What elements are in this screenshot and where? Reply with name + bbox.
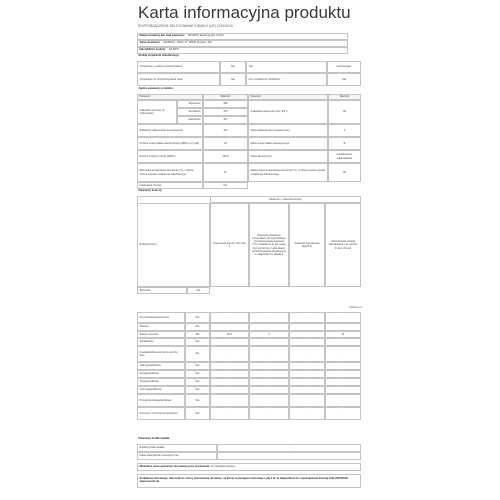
compartment-value-cell: Nie — [195, 325, 200, 329]
light-type-label: Rodzaj źródła światła — [139, 446, 165, 450]
compartment-label-cell: Czterogwiazdkowa — [139, 388, 162, 392]
comp-volume-label: Pojemność komory (dm³ lub l) — [213, 241, 246, 248]
annual-energy-value: 100,0 — [222, 154, 229, 158]
compartment-c1-cell: - — [229, 340, 230, 344]
compartment-c4-cell: - — [342, 352, 344, 356]
compartment-label-cell: Komora o zmiennej temperaturze — [139, 411, 178, 415]
compartment-c3-cell: - — [306, 411, 308, 415]
light-source-heading: Parametry źródła światła: — [138, 437, 170, 440]
model-id-label: Identyfikator modelu: — [139, 48, 166, 51]
compartment-label-cell: Trzygwiazdkowa — [139, 380, 159, 384]
compartment-c3-cell: - — [306, 340, 308, 344]
address-label: Adres dostawcy: — [139, 41, 161, 44]
max-temp-value: 38 — [343, 170, 346, 174]
compartment-c4-cell: - — [342, 388, 344, 392]
compartment-label-cell: Schładzanie — [139, 340, 154, 344]
other-appliance-label: Inne urządzenie chłodnicze: — [248, 77, 281, 81]
compartment-c4-cell: - — [342, 411, 344, 415]
comp-params-header: Parametry i wartości komory — [269, 197, 302, 201]
gp-header-param: Parametr — [139, 95, 151, 99]
compartment-c3-cell: - — [306, 315, 308, 319]
supplier-value: SEVERIN Elektrogeräte GmbH — [187, 34, 224, 37]
compartment-c3-cell: - — [306, 332, 308, 336]
total-volume-label: Całkowita pojemność (dm³ lub l) — [250, 110, 288, 114]
noise-class-label: Klasa emisji hałasu akustycznego — [250, 141, 290, 145]
pantry-value: Nie — [196, 288, 201, 292]
compartment-label-cell: Przegroda dwugwiazdkowa — [139, 398, 172, 402]
model-id-row — [137, 47, 348, 54]
compartment-c4-cell: - — [342, 315, 344, 319]
type-value: wolnostojący — [336, 65, 352, 69]
page-title: Karta informacyjna produktu — [138, 3, 351, 22]
width-label: Szerokość — [188, 110, 201, 114]
gp-header-value2: Wartość — [339, 95, 350, 99]
compartment-c2-cell: - — [268, 315, 270, 319]
compartment-value-cell: Nie — [195, 411, 200, 415]
comp-temp-label: Zalecane ustawienie temperatury do optymalnego przechowywania żywności (°C). Ustawienia te nie mogą być sprzeczne z warunkami przechowywania określonymi w załączniku IV, tabela 3 — [252, 234, 286, 256]
compartment-c2-cell: - — [268, 388, 270, 392]
comp-type-label: Rodzaj komory — [139, 243, 157, 247]
compartment-c3-cell: - — [306, 398, 308, 402]
warranty-label: Minimalny okres gwarancji oferowanej przez producenta: — [139, 465, 210, 469]
energy-class-value: F — [343, 128, 346, 132]
additional-info-text: Dodatkowe informacje: Odnośnik do strony internetowej dostawcy, na której są dostępne informacje z pkt 4 lit. a) załącznika II do rozporządzenia Komisji (UE) 2019/2019: www.severin.de — [139, 477, 349, 484]
compartment-c4-cell: - — [342, 340, 344, 344]
compartment-c3-cell: - — [306, 388, 308, 392]
comp-freeze-label: Zdolność zamrażania (kg/24 h) — [294, 241, 320, 248]
compartment-heading: Parametry komory: — [138, 189, 163, 192]
page-indicator: Strona 1 / 2 — [349, 306, 362, 309]
compartment-value-cell: Nie — [195, 315, 200, 319]
depth-value: 447 — [223, 118, 228, 122]
pantry-label: Spiżarnia — [139, 288, 151, 292]
gp-header-param2: Parametr — [250, 95, 262, 99]
compartment-value-cell: Nie — [195, 388, 200, 392]
compartment-c1-cell: 36,0 — [226, 332, 233, 336]
min-temp-value: 16 — [224, 170, 227, 174]
model-id-value: KB 8875 — [168, 48, 179, 51]
compartment-c3-cell: - — [306, 352, 308, 356]
climate-class-value: umiarkowana, subtropikalna — [336, 153, 353, 160]
compartment-c4-cell: M — [341, 332, 345, 336]
compartment-c1-cell: - — [229, 388, 230, 392]
compartment-c4-cell: - — [342, 372, 344, 376]
width-value: 470 — [223, 110, 228, 114]
compartment-label-cell: Piwnica — [139, 325, 149, 329]
wine-storage-label: Urządzenie do przechowywania wina: — [139, 77, 183, 81]
compartment-value-cell: Tak — [195, 332, 200, 336]
noise-label: Poziom emisji hałasu akustycznego [dB(A) re 1 pW] — [139, 141, 200, 145]
compartment-label-cell: Świeża żywność — [139, 332, 159, 336]
general-params-heading: Ogólne parametry produktu: — [138, 87, 174, 90]
depth-label: Głębokość — [188, 118, 201, 122]
address-value: SEVERIN , Röthe 17, 59846 Sundern, DE — [163, 41, 212, 44]
compartment-value-cell: Nie — [195, 398, 200, 402]
compartment-c2-cell: 4 — [268, 332, 270, 336]
compartment-label-cell: Kostkarka/Komora lub do wyrobu lodu — [139, 350, 178, 357]
winter-setting-label: Ustawienie zimowe — [139, 183, 162, 187]
compartment-value-cell: Nie — [195, 340, 200, 344]
low-noise-label: Urządzenie o niskim poziomie hałasu: — [139, 65, 184, 69]
compartment-c1-cell: - — [229, 411, 230, 415]
winter-setting-value: Nie — [223, 183, 228, 187]
warranty-row — [137, 463, 361, 471]
annual-energy-label: Roczne zużycie energii (kWh/r) — [139, 154, 176, 158]
compartment-c2-cell: - — [268, 340, 270, 344]
light-class-label: Klasa efektywności energetycznej — [139, 454, 179, 458]
height-label: Wysokość — [188, 102, 201, 106]
light-type-value: - — [288, 446, 290, 450]
compartment-c3-cell: - — [306, 380, 308, 384]
compartment-c1-cell: - — [229, 325, 230, 329]
warranty-value: 24 miesiące/miesięcy — [210, 465, 236, 469]
compartment-c3-cell: - — [306, 325, 308, 329]
compartment-c2-cell: - — [268, 352, 270, 356]
compartment-c1-cell: - — [229, 398, 230, 402]
eei-label: Wskaźnik efektywności energetycznej — [139, 128, 184, 132]
supplier-row — [137, 33, 348, 40]
compartment-c3-cell: - — [306, 364, 308, 368]
compartment-value-cell: Nie — [195, 372, 200, 376]
light-class-value: - — [288, 454, 290, 458]
compartment-label-cell: Do przechowywania wina — [139, 315, 169, 319]
min-temp-label: Minimalna temperatura otoczenia (°C), w której można używać urządzenia chłodniczego — [139, 169, 194, 176]
other-appliance-value: Tak — [341, 77, 347, 81]
type-label: Typ: — [248, 65, 254, 69]
compartment-label-cell: Jednogwiazdkowa — [139, 364, 161, 368]
compartment-value-cell: Nie — [195, 364, 200, 368]
compartment-c1-cell: - — [229, 364, 230, 368]
compartment-label-cell: Dwugwiazdkowa — [139, 372, 159, 376]
supplier-label: Nazwa dostawcy lub znak towarowy: — [139, 34, 185, 37]
compartment-c1-cell: - — [229, 352, 230, 356]
height-value: 496 — [223, 102, 228, 106]
noise-class-value: B — [343, 141, 346, 145]
energy-class-label: Klasa efektywności energetycznej — [250, 128, 290, 132]
wine-storage-value: Nie — [231, 77, 235, 81]
gp-header-value: Wartość — [220, 95, 231, 99]
compartment-value-cell: Nie — [195, 380, 200, 384]
comp-defrost-label: Odszranianie (rodzaj odszraniania = A, ręczne; F, bez szronu) — [328, 240, 358, 250]
compartment-c2-cell: - — [268, 411, 270, 415]
dimensions-label: Całkowite wymiary (w milimetrach) — [139, 108, 165, 115]
additional-info — [137, 474, 361, 488]
eei-value: 121 — [223, 128, 228, 132]
low-noise-value: Nie — [231, 65, 235, 69]
compartment-c2-cell: - — [268, 372, 270, 376]
compartment-c4-cell: - — [342, 398, 344, 402]
compartment-c3-cell: - — [306, 372, 308, 376]
compartment-c4-cell: - — [342, 325, 344, 329]
compartment-c2-cell: - — [268, 380, 270, 384]
model-type-heading: Rodzaj urządzenia chłodniczego: — [138, 54, 180, 57]
noise-value: 33 — [224, 141, 227, 145]
compartment-c4-cell: - — [342, 380, 344, 384]
supplier-address-row — [137, 40, 348, 47]
compartment-c2-cell: - — [268, 325, 270, 329]
compartment-c4-cell: - — [342, 364, 344, 368]
compartment-c1-cell: - — [229, 372, 230, 376]
compartment-value-cell: Nie — [195, 352, 200, 356]
climate-class-label: Klasa klimatyczna — [250, 154, 272, 158]
compartment-c1-cell: - — [229, 315, 230, 319]
compartment-c2-cell: - — [268, 364, 270, 368]
compartment-c2-cell: - — [268, 398, 270, 402]
max-temp-label: Maksymalna temperatura otoczenia (°C), w której można używać urządzenia chłodniczego — [250, 169, 326, 176]
page-subtitle: ROZPORZĄDZENIE DELEGOWANE KOMISJI (UE) 2019/2016 — [138, 24, 233, 28]
compartment-c1-cell: - — [229, 380, 230, 384]
total-volume-value: 36 — [343, 110, 346, 114]
